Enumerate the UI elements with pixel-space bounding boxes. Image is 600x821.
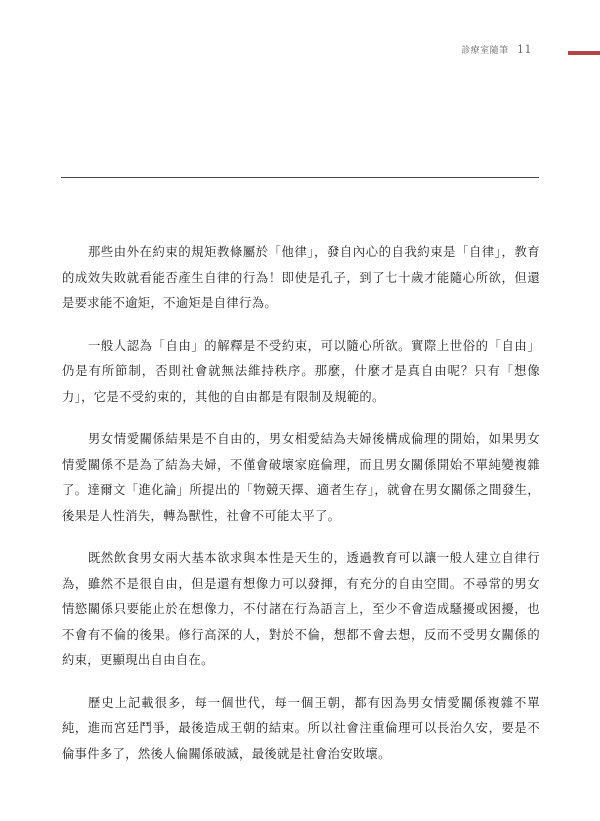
paragraph-5: 歷史上記載很多，每一個世代，每一個王朝，都有因為男女情愛關係複雜不單純，進而宮廷鬥爭，最後造成王朝的結束。所以社會注重倫理可以長治久安，要是不倫事件多了，然後人倫關係破滅，最後就是社會治安敗壞。	[62, 695, 540, 761]
running-header-title: 診療室隨筆	[461, 46, 509, 56]
page-number: 11	[517, 43, 532, 56]
running-header	[461, 43, 532, 56]
header-accent-bar	[568, 51, 600, 55]
body-text	[62, 240, 540, 784]
section-divider	[61, 177, 539, 178]
paragraph-1: 那些由外在約束的規矩教條屬於「他律」，發自內心的自我約束是「自律」，教育的成效失敗就看能否產生自律的行為！即使是孔子，到了七十歲才能隨心所欲，但還是要求能不逾矩，不逾矩是自律行為。	[62, 245, 540, 310]
paragraph-3: 男女情愛關係結果是不自由的，男女相愛結為夫婦後構成倫理的開始，如果男女情愛關係不是為了結為夫婦，不僅會破壞家庭倫理，而且男女關係開始不單純變複雜了。達爾文「進化論」所提出的「物競天擇、適者生存」，就會在男女關係之間發生，後果是人性消失，轉為獸性，社會不可能太平了。	[62, 432, 540, 523]
paragraph-2: 一般人認為「自由」的解釋是不受約束，可以隨心所欲。實際上世俗的「自由」仍是有所節制，否則社會就無法維持秩序。那麼，什麼才是真自由呢？只有「想像力」，它是不受約束的，其他的自由都是有限制及規範的。	[62, 338, 540, 404]
paragraph-4: 既然飲食男女兩大基本欲求與本性是天生的，透過教育可以讓一般人建立自律行為，雖然不是很自由，但是還有想像力可以發揮，有充分的自由空間。不尋常的男女情慾關係只要能止於在想像力，不付諸在行為語言上，至少不會造成騷擾或困擾，也不會有不倫的後果。修行高深的人，對於不倫，想都不會去想，反而不受男女關係的約束，更顯現出自由自在。	[62, 551, 540, 667]
